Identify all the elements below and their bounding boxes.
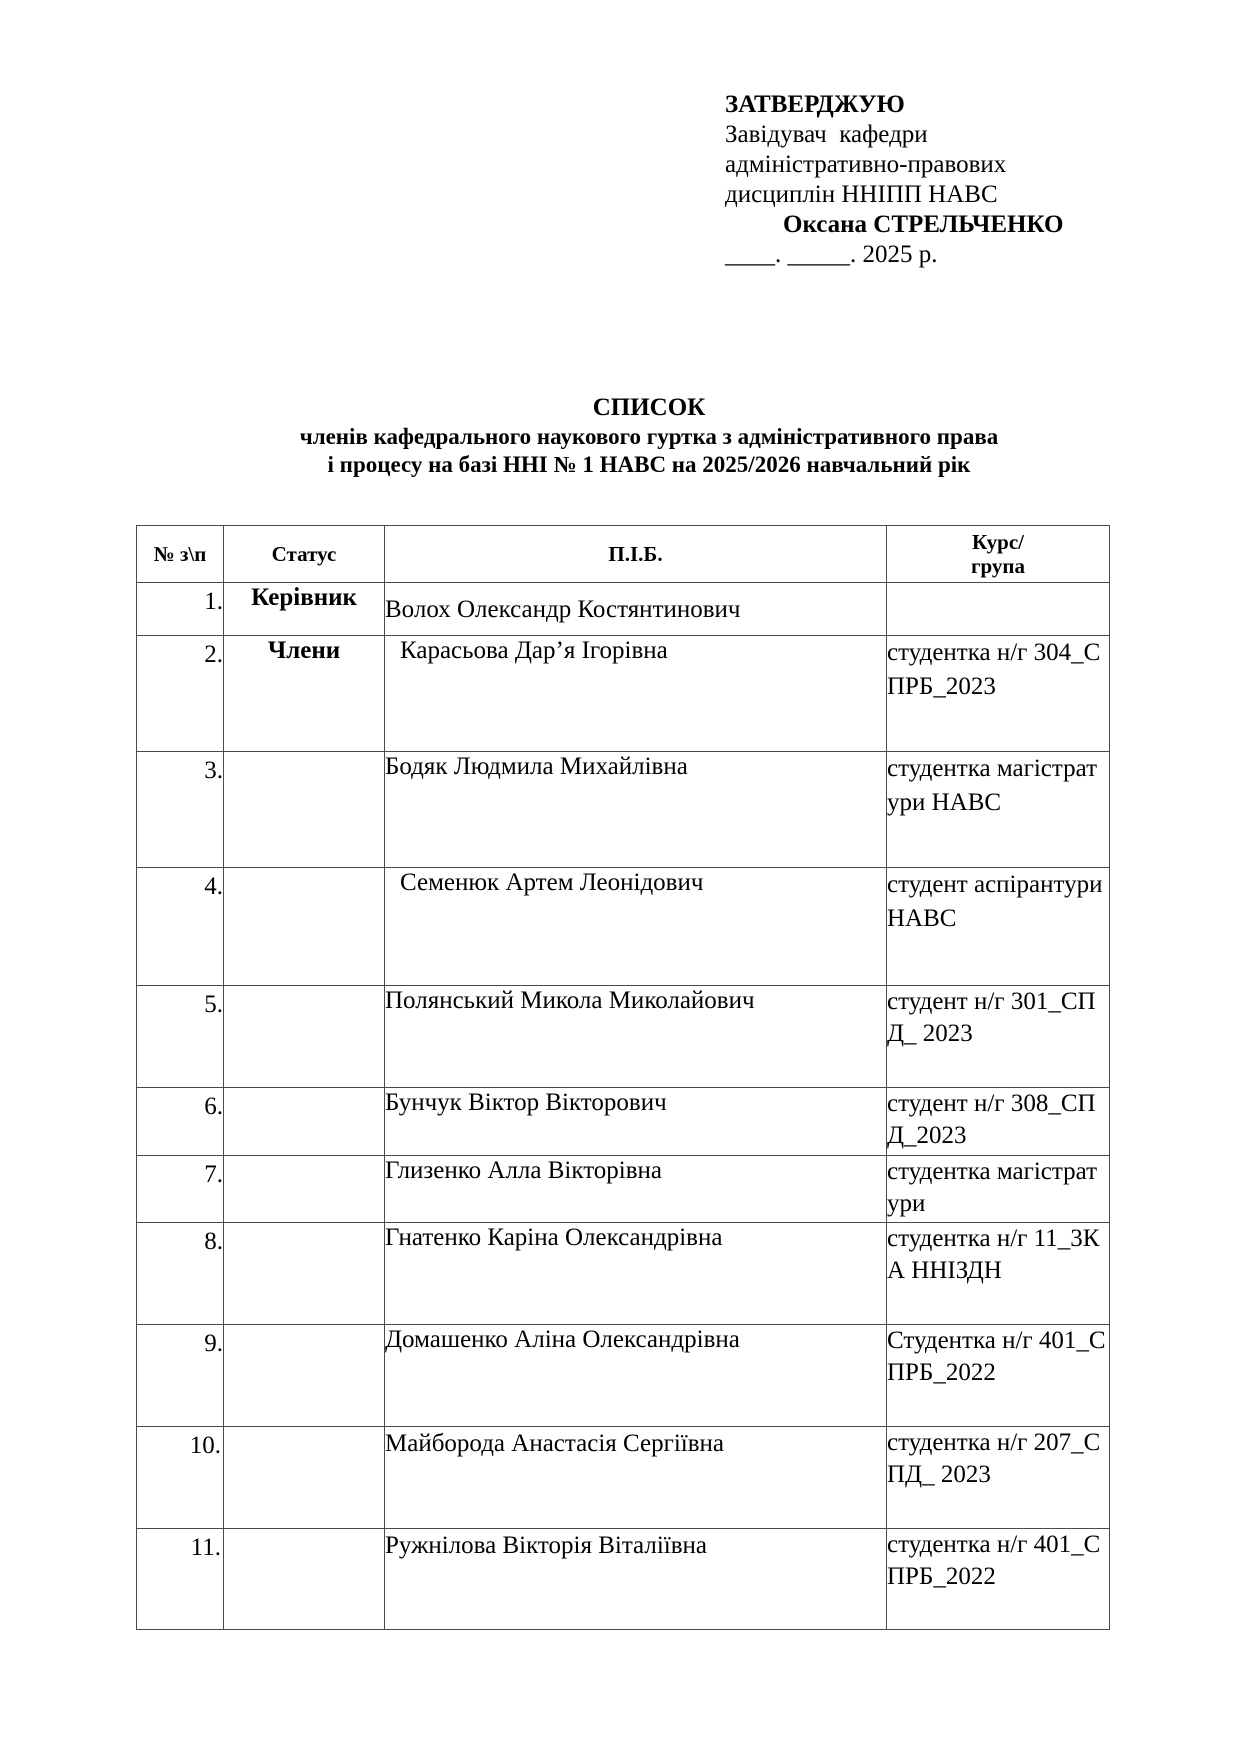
document-title <box>136 393 1162 479</box>
row-status <box>224 1529 385 1630</box>
row-num: 1. <box>137 583 224 636</box>
table-row <box>137 1427 1110 1529</box>
approval-block <box>725 90 1145 270</box>
members-table <box>136 525 1110 1630</box>
row-status <box>224 868 385 986</box>
title-line: і процесу на базі ННІ № 1 НАВС на 2025/2026 навчальний рік <box>327 452 971 477</box>
approval-heading: ЗАТВЕРДЖУЮ <box>725 91 905 118</box>
header-status: Статус <box>224 526 385 583</box>
table-row <box>137 636 1110 752</box>
approval-position-line: Завідувач кафедри <box>725 121 928 148</box>
header-kurs <box>887 526 1110 583</box>
table-row <box>137 1325 1110 1427</box>
row-name: Бодяк Людмила Михайлівна <box>385 752 887 868</box>
row-name: Полянський Микола Миколайович <box>385 986 887 1088</box>
title-line: СПИСОК <box>592 394 706 421</box>
row-name: Карасьова Дар’я Ігорівна <box>385 636 887 752</box>
row-name: Ружнілова Вікторія Віталіївна <box>385 1529 887 1630</box>
row-kurs: студентка магістратури <box>887 1156 1110 1223</box>
row-name: Бунчук Віктор Вікторович <box>385 1088 887 1156</box>
row-num: 6. <box>137 1088 224 1156</box>
approval-signer: Оксана СТРЕЛЬЧЕНКО <box>783 211 1064 238</box>
row-status: Члени <box>224 636 385 752</box>
row-name: Домашенко Аліна Олександрівна <box>385 1325 887 1427</box>
approval-position-line: дисциплін ННІПП НАВС <box>725 181 998 208</box>
row-kurs: студентка н/г 304_СПРБ_2023 <box>887 636 1110 752</box>
row-kurs: студент н/г 301_СПД_ 2023 <box>887 986 1110 1088</box>
header-name: П.І.Б. <box>385 526 887 583</box>
row-status <box>224 1325 385 1427</box>
row-num: 2. <box>137 636 224 752</box>
table-row <box>137 1088 1110 1156</box>
title-line: членів кафедрального наукового гуртка з адміністративного права <box>299 424 999 449</box>
table-row <box>137 868 1110 986</box>
row-num: 10. <box>137 1427 224 1529</box>
row-status <box>224 752 385 868</box>
row-status: Керівник <box>224 583 385 636</box>
row-status <box>224 986 385 1088</box>
row-status <box>224 1088 385 1156</box>
row-kurs: студентка н/г 401_СПРБ_2022 <box>887 1529 1110 1630</box>
table-row <box>137 583 1110 636</box>
header-num: № з\п <box>137 526 224 583</box>
row-name: Гнатенко Каріна Олександрівна <box>385 1223 887 1325</box>
header-kurs-line: Курс/ <box>971 530 1025 554</box>
row-name: Семенюк Артем Леонідович <box>385 868 887 986</box>
row-kurs: студент аспірантури НАВС <box>887 868 1110 986</box>
table-header-row <box>137 526 1110 583</box>
row-kurs <box>887 583 1110 636</box>
approval-date: ____. _____. 2025 р. <box>725 241 938 268</box>
header-kurs-line: група <box>970 554 1026 578</box>
table-row <box>137 1223 1110 1325</box>
row-status <box>224 1427 385 1529</box>
table-row <box>137 1156 1110 1223</box>
row-num: 9. <box>137 1325 224 1427</box>
row-name: Волох Олександр Костянтинович <box>385 583 887 636</box>
row-kurs: Студентка н/г 401_СПРБ_2022 <box>887 1325 1110 1427</box>
table-row <box>137 752 1110 868</box>
row-num: 11. <box>137 1529 224 1630</box>
row-num: 8. <box>137 1223 224 1325</box>
row-num: 7. <box>137 1156 224 1223</box>
row-num: 5. <box>137 986 224 1088</box>
row-kurs: студентка магістратури НАВС <box>887 752 1110 868</box>
row-kurs: студентка н/г 11_3КА ННІЗДН <box>887 1223 1110 1325</box>
row-status <box>224 1156 385 1223</box>
row-kurs: студентка н/г 207_СПД_ 2023 <box>887 1427 1110 1529</box>
row-kurs: студент н/г 308_СПД_2023 <box>887 1088 1110 1156</box>
row-num: 3. <box>137 752 224 868</box>
approval-position-line: адміністративно-правових <box>725 151 1007 178</box>
row-name: Глизенко Алла Вікторівна <box>385 1156 887 1223</box>
table-row <box>137 1529 1110 1630</box>
row-num: 4. <box>137 868 224 986</box>
row-name: Майборода Анастасія Сергіївна <box>385 1427 887 1529</box>
table-row <box>137 986 1110 1088</box>
row-status <box>224 1223 385 1325</box>
